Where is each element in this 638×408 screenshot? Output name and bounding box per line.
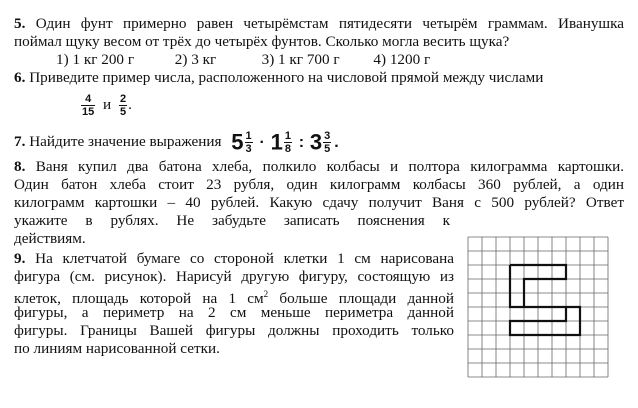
task6-number: 6. [14, 69, 26, 86]
figure-outline [510, 265, 580, 335]
task9-number: 9. [14, 250, 26, 267]
task9-superscript: 2 [263, 289, 269, 299]
task5-option-1: 1) 1 кг 200 г [56, 51, 135, 68]
task5-option-4: 4) 1200 г [373, 51, 431, 68]
task9-text-5: фигуры. Границы Вашей фигуры должны проходить только [14, 322, 454, 339]
task8-text-3: килограмм картошки – 40 рублей. Какую сдачу получит Ваня с 500 рублей? Ответ [14, 194, 624, 211]
task5-text-2: поймал щуку весом от трёх до четырёх фунтов. Сколько могла весить щука? [14, 33, 510, 50]
task6-conjunction: и [103, 96, 112, 113]
task9-text-6: по линиям нарисованной сетки. [14, 340, 220, 357]
grid-figure [466, 235, 612, 381]
task7-text: Найдите значение выражения [29, 133, 222, 150]
fraction-4-15: $\frac{4}{15}$ [82, 93, 95, 119]
task9-text-3b: больше площади данной [268, 290, 454, 308]
task6-line1 [14, 69, 543, 86]
task8-number: 8. [14, 158, 26, 175]
task8-text-1: Ваня купил два батона хлеба, полкило колбасы и полтора килограмма картошки. [35, 158, 625, 175]
task8-text-4: укажите в рублях. Не забудьте записать пояснения к [14, 212, 450, 229]
task5-number: 5. [14, 15, 26, 32]
task7-expression: 5 $\frac{1}{3}$ · 1 $\frac{1}{8}$ : 3 $\frac{3}{5}$ . [231, 129, 339, 156]
task9-line1 [14, 250, 454, 267]
task6-period: . [128, 96, 132, 113]
task9-text-3a: клеток, площадь которой на 1 см [14, 290, 264, 308]
task9-text-4: фигуры, а периметр на 2 см меньше периметра данной [14, 304, 454, 321]
task7-line [14, 122, 341, 163]
task5-options [56, 51, 430, 68]
task8-text-5: действиям. [14, 230, 86, 247]
task6-fractions [80, 90, 132, 120]
task5-text-1: Один фунт примерно равен четырёмстам пятидесяти четырём граммам. Иванушка [35, 15, 624, 32]
task5-option-3: 3) 1 кг 700 г [261, 51, 340, 68]
task6-text: Приведите пример числа, расположенного на числовой прямой между числами [29, 69, 544, 86]
fraction-2-5: $\frac{2}{5}$ [119, 93, 127, 119]
task5-option-2: 2) 3 кг [174, 51, 217, 68]
task8-line1 [14, 158, 624, 175]
task8-text-2: Один батон хлеба стоит 23 рубля, один килограмм колбасы 360 рублей, а один [14, 176, 624, 193]
task9-text-2: фигура (см. рисунок). Нарисуй другую фигуру, состоящую из [14, 268, 454, 285]
task9-text-1: На клетчатой бумаге со стороной клетки 1 см нарисована [35, 250, 455, 267]
task7-number: 7. [14, 133, 26, 150]
task5-line1 [14, 15, 624, 32]
